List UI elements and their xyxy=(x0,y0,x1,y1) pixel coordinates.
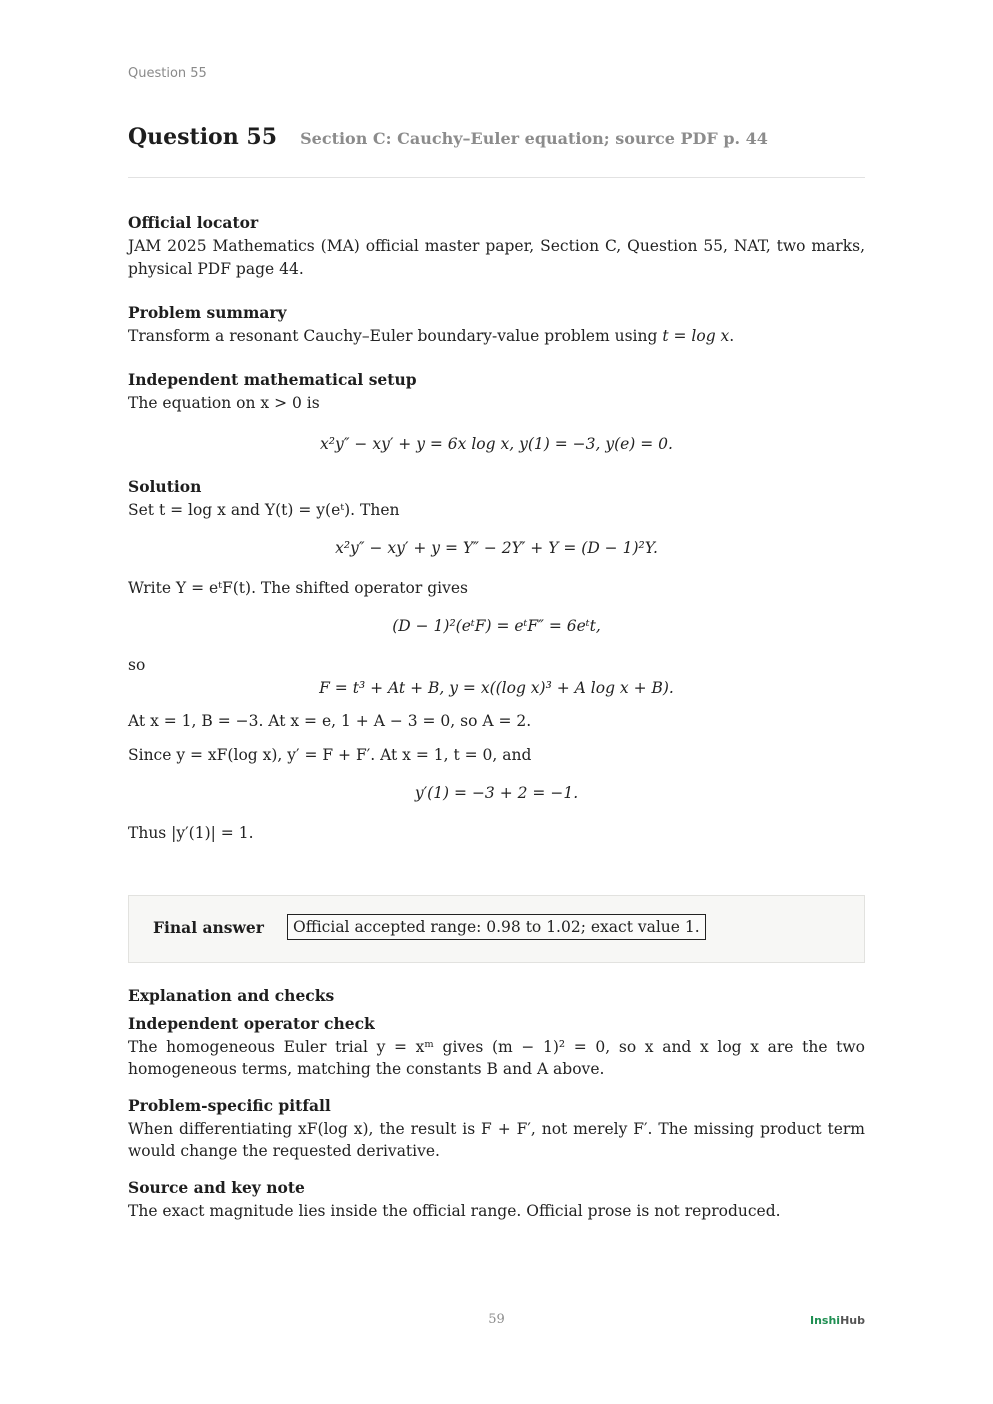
main-content xyxy=(128,213,865,845)
summary-text xyxy=(128,325,865,348)
brand-logo xyxy=(810,1314,865,1327)
operator-check-heading: Independent operator check xyxy=(128,1014,375,1033)
summary-text-after: . xyxy=(729,327,735,345)
final-answer-label: Final answer xyxy=(153,918,264,937)
checks-section xyxy=(128,986,865,1223)
summary-text-before: Transform a resonant Cauchy–Euler boundary-value problem using xyxy=(128,327,663,345)
solution-eq2: (D − 1)²(eᵗF) = eᵗF″ = 6eᵗt, xyxy=(392,617,601,635)
solution-eq4: y′(1) = −3 + 2 = −1. xyxy=(414,784,579,802)
solution-line3: so xyxy=(128,656,146,674)
question-title: Question 55 xyxy=(128,124,278,150)
solution-eq3: F = t³ + At + B, y = x((log x)³ + A log x + B). xyxy=(319,679,674,697)
running-header: Question 55 xyxy=(128,66,207,81)
solution-line1: Set t = log x and Y(t) = y(eᵗ). Then xyxy=(128,501,400,519)
solution-line6: Thus |y′(1)| = 1. xyxy=(128,824,254,842)
pitfall-text: When differentiating xF(log x), the result is F + F′, not merely F′. The missing product term would change the requested derivative. xyxy=(128,1120,865,1160)
setup-heading: Independent mathematical setup xyxy=(128,370,417,389)
solution-line4: At x = 1, B = −3. At x = e, 1 + A − 3 = 0, so A = 2. xyxy=(128,712,532,730)
final-answer-value: Official accepted range: 0.98 to 1.02; exact value 1. xyxy=(287,914,706,940)
setup-equation: x²y″ − xy′ + y = 6x log x, y(1) = −3, y(e) = 0. xyxy=(320,435,673,453)
brand-part1: Inshi xyxy=(810,1314,841,1327)
locator-text: JAM 2025 Mathematics (MA) official master paper, Section C, Question 55, NAT, two marks, physical PDF page 44. xyxy=(128,237,865,278)
setup-intro: The equation on x > 0 is xyxy=(128,394,320,412)
summary-heading: Problem summary xyxy=(128,303,287,322)
checks-heading: Explanation and checks xyxy=(128,986,335,1005)
brand-part2: Hub xyxy=(840,1314,865,1327)
summary-math: t = log x xyxy=(662,327,730,345)
solution-eq1: x²y″ − xy′ + y = Y″ − 2Y′ + Y = (D − 1)²Y. xyxy=(335,539,658,557)
solution-heading: Solution xyxy=(128,477,202,496)
question-subtitle: Section C: Cauchy–Euler equation; source PDF p. 44 xyxy=(300,129,768,148)
solution-line5: Since y = xF(log x), y′ = F + F′. At x = 1, t = 0, and xyxy=(128,746,532,764)
page-number: 59 xyxy=(488,1312,505,1327)
locator-heading: Official locator xyxy=(128,213,259,232)
pitfall-heading: Problem-specific pitfall xyxy=(128,1096,331,1115)
title-divider xyxy=(128,177,865,178)
title-bar xyxy=(128,124,865,150)
final-answer-box xyxy=(128,895,865,963)
solution-line2: Write Y = eᵗF(t). The shifted operator gives xyxy=(128,579,468,597)
operator-check-text: The homogeneous Euler trial y = xᵐ gives (m − 1)² = 0, so x and x log x are the two homogeneous terms, matching the constants B and A above. xyxy=(128,1038,865,1078)
source-note-heading: Source and key note xyxy=(128,1178,305,1197)
source-note-text: The exact magnitude lies inside the official range. Official prose is not reproduced. xyxy=(128,1202,781,1220)
